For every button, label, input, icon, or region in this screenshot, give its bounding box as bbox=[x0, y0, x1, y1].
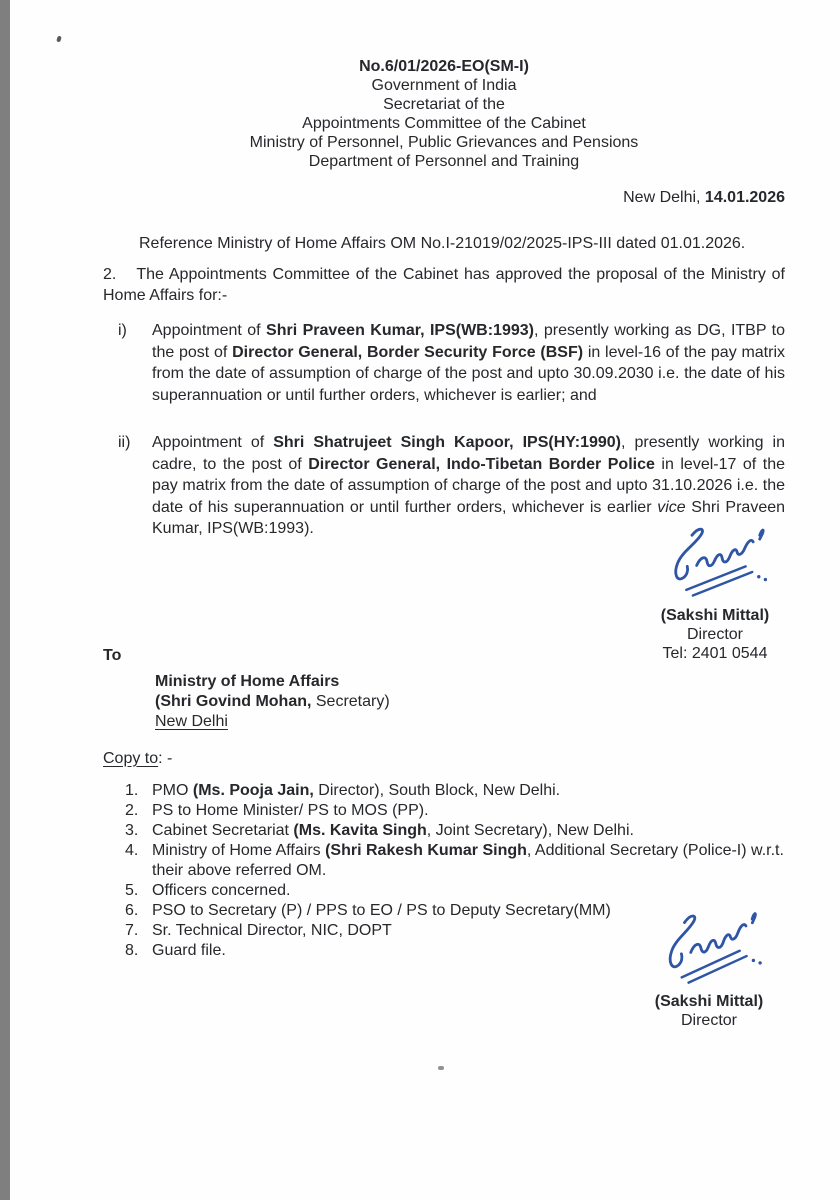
reference-line: Reference Ministry of Home Affairs OM No.I-21019/02/2025-IPS-III dated 01.01.2026. bbox=[139, 235, 746, 252]
text-run-bold: (Ms. Pooja Jain, bbox=[192, 781, 314, 799]
para-approval-text: The Appointments Committee of the Cabinet has approved the proposal of the Ministry of Home Affairs for:- bbox=[103, 266, 785, 304]
officer-name-bold: Shri Shatrujeet Singh Kapoor, IPS(HY:1990) bbox=[273, 434, 622, 451]
item-number: 3. bbox=[125, 821, 139, 839]
dateline bbox=[103, 188, 785, 207]
org-line-secretariat: Secretariat of the bbox=[383, 96, 505, 113]
text-run: Sr. Technical Director, NIC, DOPT bbox=[152, 921, 392, 939]
copy-to-label: Copy to bbox=[103, 749, 159, 767]
item-i-marker: i) bbox=[118, 322, 127, 339]
signatory-title: Director bbox=[680, 1012, 737, 1029]
scan-artifact-bottom bbox=[438, 1066, 444, 1070]
post-name-bold: Director General, Border Security Force (BSF) bbox=[232, 343, 584, 361]
text-run: PMO bbox=[152, 781, 193, 799]
item-number: 2. bbox=[125, 801, 139, 819]
dateline-place: New Delhi, bbox=[623, 189, 705, 206]
text-run: Appointment of bbox=[152, 322, 267, 339]
item-number: 5. bbox=[125, 881, 139, 899]
signature-scribble bbox=[653, 524, 778, 604]
para-approval bbox=[103, 264, 785, 306]
signatory-title: Director bbox=[686, 626, 743, 643]
text-run-bold: (Shri Rakesh Kumar Singh bbox=[325, 841, 527, 859]
signatory-tel: Tel: 2401 0544 bbox=[662, 645, 768, 662]
letterhead bbox=[103, 57, 785, 171]
org-line-committee: Appointments Committee of the Cabinet bbox=[302, 115, 586, 132]
text-run: Guard file. bbox=[152, 941, 226, 959]
text-run: Ministry of Home Affairs bbox=[152, 841, 326, 859]
signatory-name: (Sakshi Mittal) bbox=[660, 607, 770, 624]
item-number: 4. bbox=[125, 841, 139, 859]
copy-item-1 bbox=[103, 781, 785, 801]
addressee-name: Ministry of Home Affairs bbox=[155, 672, 340, 690]
signature-block-1 bbox=[635, 524, 795, 663]
appointment-item-i bbox=[103, 320, 785, 406]
addressee-officer-bold: (Shri Govind Mohan, bbox=[155, 692, 312, 710]
copy-to-heading bbox=[103, 749, 785, 769]
item-number: 8. bbox=[125, 941, 139, 959]
addressee bbox=[155, 672, 785, 732]
text-run: PS to Home Minister/ PS to MOS (PP). bbox=[152, 801, 429, 819]
officer-name-bold: Shri Praveen Kumar, IPS(WB:1993) bbox=[266, 322, 534, 339]
to-label: To bbox=[103, 646, 122, 664]
text-run: in level-17 of the pay matrix from the date of assumption of charge of the post and upto 31.10.2026 i.e. the date of his superannuation or until further orders, whichever is earlier bbox=[152, 455, 785, 516]
item-number: 6. bbox=[125, 901, 139, 919]
org-line-department: Department of Personnel and Training bbox=[308, 153, 580, 170]
text-run: in level-16 of the pay matrix from the date of assumption of charge of the post and upto 30.09.2030 i.e. the date of his superannuation or until further orders, whichever is earlier; and bbox=[152, 343, 785, 404]
org-line-ministry: Ministry of Personnel, Public Grievances and Pensions bbox=[249, 134, 639, 151]
addressee-city-text: New Delhi bbox=[155, 712, 228, 730]
scan-edge-strip bbox=[0, 0, 10, 1200]
text-run: , presently working in cadre, to the post of bbox=[152, 434, 785, 473]
addressee-officer bbox=[155, 692, 785, 712]
copy-item-2 bbox=[103, 801, 785, 821]
text-run: Officers concerned. bbox=[152, 881, 291, 899]
text-run: , Joint Secretary), New Delhi. bbox=[426, 821, 634, 839]
text-run: , presently working as DG, ITBP to the post of bbox=[152, 322, 786, 361]
signature-scribble bbox=[644, 907, 773, 993]
signature-block-2 bbox=[629, 910, 789, 1030]
copy-item-5 bbox=[103, 881, 785, 901]
org-line-government: Government of India bbox=[371, 77, 517, 94]
post-name-bold: Director General, Indo-Tibetan Border Police bbox=[308, 455, 655, 473]
copy-item-3 bbox=[103, 821, 785, 841]
addressee-officer-rest: Secretary) bbox=[311, 692, 390, 710]
text-run-bold: (Ms. Kavita Singh bbox=[293, 821, 427, 839]
signatory-name: (Sakshi Mittal) bbox=[654, 993, 764, 1010]
item-ii-marker: ii) bbox=[118, 434, 131, 451]
text-run: Shri Praveen Kumar, IPS(WB:1993). bbox=[152, 498, 786, 537]
text-run: PSO to Secretary (P) / PPS to EO / PS to Deputy Secretary(MM) bbox=[152, 901, 611, 919]
dateline-date: 14.01.2026 bbox=[704, 189, 785, 206]
para-number: 2. bbox=[103, 266, 117, 283]
file-number: No.6/01/2026-EO(SM-I) bbox=[359, 58, 529, 75]
text-run: Director), South Block, New Delhi. bbox=[313, 781, 561, 799]
copy-to-suffix: : - bbox=[158, 749, 173, 767]
item-number: 1. bbox=[125, 781, 139, 799]
text-run: Cabinet Secretariat bbox=[152, 821, 294, 839]
copy-item-4 bbox=[103, 841, 785, 881]
item-number: 7. bbox=[125, 921, 139, 939]
addressee-city bbox=[155, 712, 785, 732]
text-run: Appointment of bbox=[152, 434, 274, 451]
text-run: , Additional Secretary (Police-I) w.r.t. their above referred OM. bbox=[152, 841, 784, 879]
vice-italic: vice bbox=[657, 498, 686, 516]
